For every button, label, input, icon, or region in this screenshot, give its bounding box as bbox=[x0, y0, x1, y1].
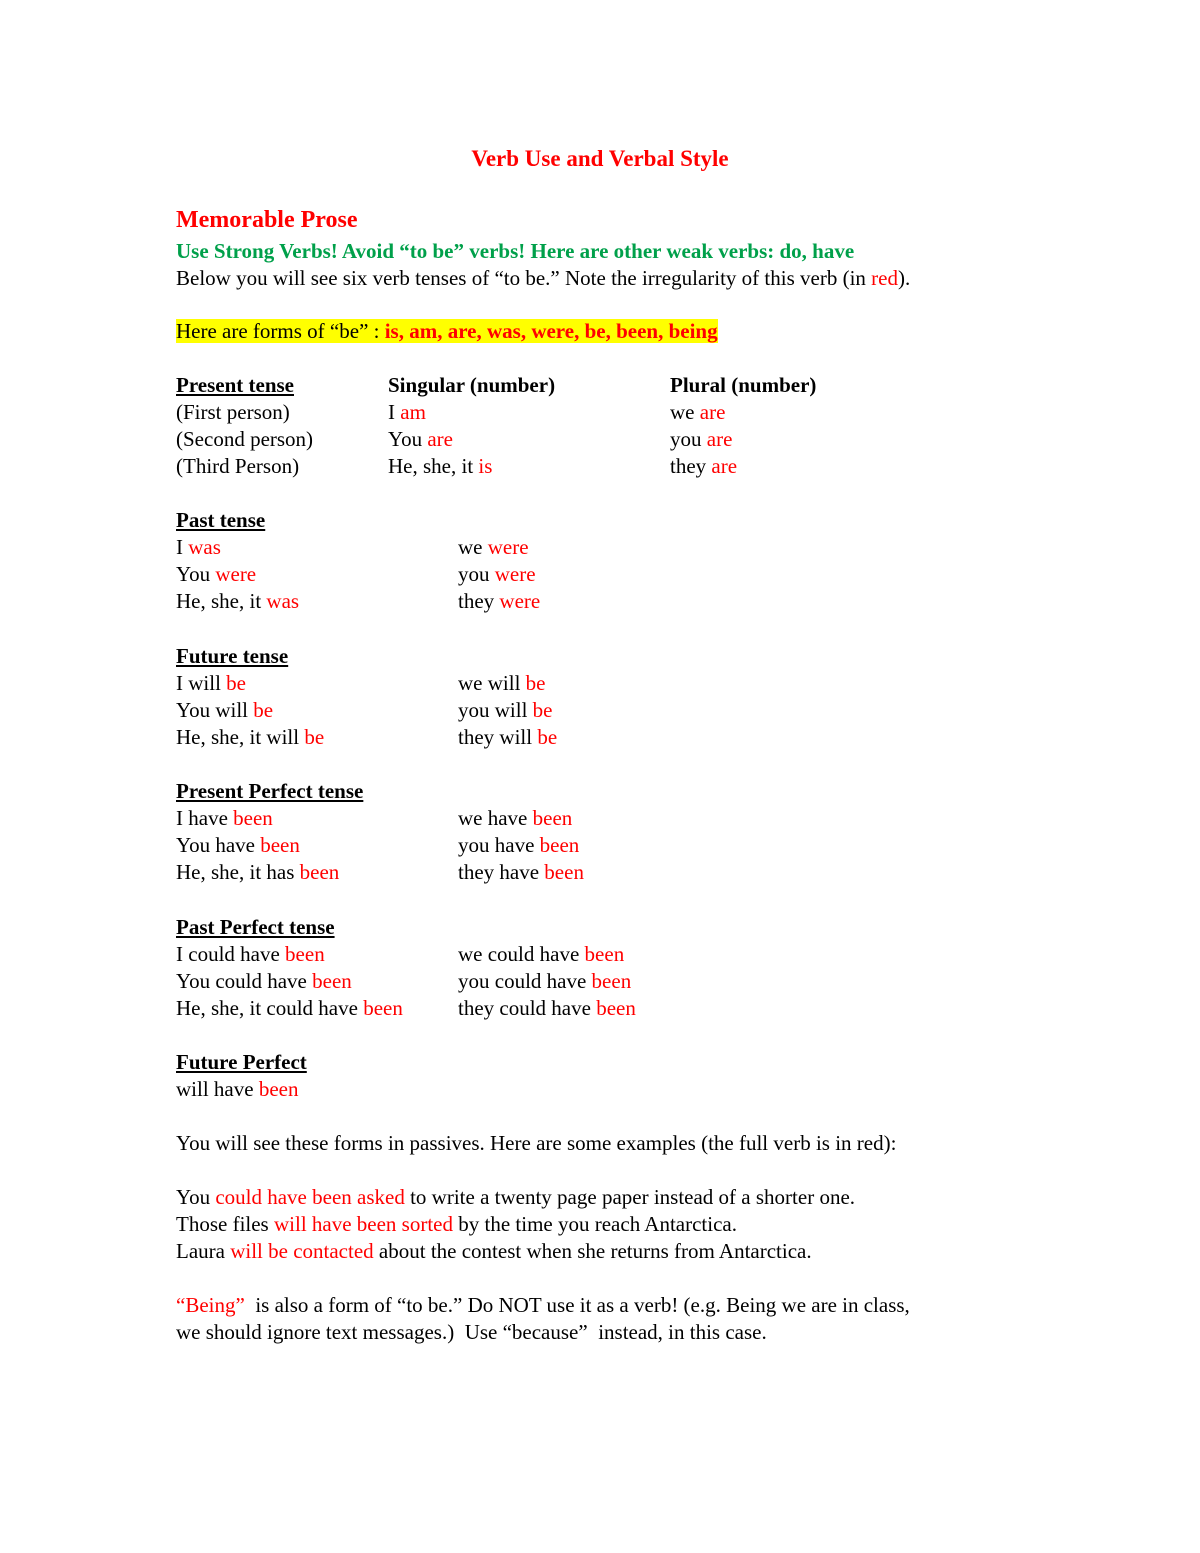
verb-form: been bbox=[544, 860, 584, 884]
plural-form bbox=[458, 805, 572, 832]
present-perfect-heading: Present Perfect tense bbox=[176, 779, 364, 803]
subject: He, she, it will bbox=[176, 725, 305, 749]
verb-form: are bbox=[706, 427, 733, 451]
singular-form bbox=[388, 399, 426, 426]
example-text: Those files bbox=[176, 1212, 274, 1236]
person-label: (Second person) bbox=[176, 427, 314, 451]
verb-form: been bbox=[312, 969, 352, 993]
example-verb: will be contacted bbox=[230, 1239, 374, 1263]
subject: I bbox=[176, 535, 189, 559]
plural-form bbox=[670, 399, 725, 426]
verb-form: be bbox=[537, 725, 558, 749]
verb-form: am bbox=[400, 400, 426, 424]
subject: we bbox=[670, 400, 700, 424]
subject: He, she, it could have bbox=[176, 996, 364, 1020]
example-text: by the time you reach Antarctica. bbox=[453, 1212, 737, 1236]
verb-form: be bbox=[226, 671, 246, 695]
singular-form bbox=[176, 805, 273, 832]
passive-example bbox=[176, 1211, 737, 1238]
being-word: “Being” bbox=[176, 1293, 245, 1317]
subject: we will bbox=[458, 671, 526, 695]
subject: He, she, it bbox=[388, 454, 479, 478]
page-title: Verb Use and Verbal Style bbox=[471, 146, 729, 171]
subject: He, she, it bbox=[176, 589, 267, 613]
intro-text: Below you will see six verb tenses of “to be.” Note the irregularity of this verb (in bbox=[176, 266, 872, 290]
present-tense-heading: Present tense bbox=[176, 373, 294, 397]
verb-form: been bbox=[299, 860, 340, 884]
verb-form: been bbox=[539, 833, 580, 857]
singular-form bbox=[388, 453, 492, 480]
verb-form: be bbox=[304, 725, 325, 749]
subject: they have bbox=[458, 860, 545, 884]
verb-form: been bbox=[233, 806, 273, 830]
singular-form bbox=[176, 724, 324, 751]
singular-form bbox=[176, 832, 300, 859]
plural-form bbox=[458, 968, 631, 995]
subject: I bbox=[388, 400, 401, 424]
singular-form bbox=[176, 995, 403, 1022]
plural-form bbox=[670, 453, 737, 480]
plural-form bbox=[458, 534, 529, 561]
example-text: You bbox=[176, 1185, 216, 1209]
plural-form bbox=[458, 588, 540, 615]
verb-form: been bbox=[285, 942, 325, 966]
singular-form bbox=[388, 426, 453, 453]
verb-form: were bbox=[215, 562, 257, 586]
subject: I could have bbox=[176, 942, 286, 966]
plural-form bbox=[458, 724, 557, 751]
example-verb: will have been sorted bbox=[273, 1212, 454, 1236]
subject: you will bbox=[458, 698, 533, 722]
intro-line bbox=[176, 265, 910, 292]
verb-form: was bbox=[266, 589, 300, 613]
passive-example bbox=[176, 1238, 812, 1265]
past-tense-heading: Past tense bbox=[176, 508, 266, 532]
singular-form bbox=[176, 534, 221, 561]
forms-line bbox=[176, 318, 718, 345]
subject: you have bbox=[458, 833, 540, 857]
plural-form bbox=[458, 832, 579, 859]
verb-form: were bbox=[494, 562, 536, 586]
past-perfect-heading: Past Perfect tense bbox=[176, 915, 335, 939]
subject: I will bbox=[176, 671, 227, 695]
verb-form: been bbox=[260, 833, 300, 857]
plural-form bbox=[458, 859, 584, 886]
verb-form: are bbox=[427, 427, 453, 451]
passive-example bbox=[176, 1184, 855, 1211]
singular-form bbox=[176, 697, 273, 724]
singular-form bbox=[176, 561, 256, 588]
verb-form: was bbox=[188, 535, 221, 559]
verb-form: be bbox=[253, 698, 274, 722]
singular-header: Singular (number) bbox=[388, 373, 556, 397]
plural-form bbox=[458, 697, 553, 724]
subject: we have bbox=[458, 806, 533, 830]
being-note-line-1 bbox=[176, 1292, 910, 1319]
subject: they could have bbox=[458, 996, 597, 1020]
being-note-line-2: we should ignore text messages.) Use “because” instead, in this case. bbox=[176, 1320, 767, 1344]
subject: You will bbox=[176, 698, 254, 722]
plural-form bbox=[458, 941, 624, 968]
strong-verbs-line: Use Strong Verbs! Avoid “to be” verbs! Here are other weak verbs: do, have bbox=[176, 239, 855, 263]
section-heading-memorable-prose: Memorable Prose bbox=[176, 207, 358, 233]
verb-form: been bbox=[258, 1077, 299, 1101]
example-text: Laura bbox=[176, 1239, 231, 1263]
being-text: is also a form of “to be.” Do NOT use it as a verb! (e.g. Being we are in class, bbox=[244, 1293, 910, 1317]
verb-form: been bbox=[591, 969, 632, 993]
subject: you could have bbox=[458, 969, 592, 993]
subject: they bbox=[458, 589, 500, 613]
example-text: about the contest when she returns from Antarctica. bbox=[373, 1239, 812, 1263]
singular-form bbox=[176, 670, 246, 697]
verb-form: were bbox=[487, 535, 529, 559]
verb-form: were bbox=[499, 589, 541, 613]
future-perfect-form bbox=[176, 1076, 298, 1103]
forms-list: is, am, are, was, were, be, been, being bbox=[384, 319, 718, 343]
verb-form: are bbox=[699, 400, 726, 424]
person-label: (Third Person) bbox=[176, 454, 300, 478]
verb-form: been bbox=[596, 996, 636, 1020]
intro-text-end: ). bbox=[897, 266, 911, 290]
verb-form: been bbox=[532, 806, 573, 830]
singular-form bbox=[176, 968, 352, 995]
subject: they will bbox=[458, 725, 538, 749]
future-tense-heading: Future tense bbox=[176, 644, 289, 668]
example-verb: could have been asked bbox=[215, 1185, 405, 1209]
subject: will have bbox=[176, 1077, 259, 1101]
intro-red-word: red bbox=[871, 266, 898, 290]
subject: you bbox=[458, 562, 495, 586]
verb-form: is bbox=[478, 454, 493, 478]
subject: He, she, it has bbox=[176, 860, 300, 884]
verb-form: be bbox=[525, 671, 546, 695]
subject: You have bbox=[176, 833, 261, 857]
singular-form bbox=[176, 588, 299, 615]
future-perfect-heading: Future Perfect bbox=[176, 1050, 307, 1074]
person-label: (First person) bbox=[176, 400, 290, 424]
plural-form bbox=[670, 426, 732, 453]
subject: we could have bbox=[458, 942, 585, 966]
verb-form: be bbox=[532, 698, 553, 722]
plural-header: Plural (number) bbox=[670, 373, 817, 397]
subject: we bbox=[458, 535, 488, 559]
singular-form bbox=[176, 941, 325, 968]
subject: You could have bbox=[176, 969, 313, 993]
verb-form: been bbox=[363, 996, 403, 1020]
example-text: to write a twenty page paper instead of a shorter one. bbox=[404, 1185, 856, 1209]
subject: you bbox=[670, 427, 707, 451]
verb-form: are bbox=[711, 454, 738, 478]
verb-form: been bbox=[584, 942, 625, 966]
subject: You bbox=[388, 427, 428, 451]
forms-prefix: Here are forms of “be” : bbox=[176, 319, 385, 343]
singular-form bbox=[176, 859, 339, 886]
subject: I have bbox=[176, 806, 234, 830]
plural-form bbox=[458, 670, 545, 697]
subject: they bbox=[670, 454, 712, 478]
passives-intro: You will see these forms in passives. Here are some examples (the full verb is in red): bbox=[176, 1131, 897, 1155]
plural-form bbox=[458, 995, 636, 1022]
subject: You bbox=[176, 562, 216, 586]
plural-form bbox=[458, 561, 536, 588]
